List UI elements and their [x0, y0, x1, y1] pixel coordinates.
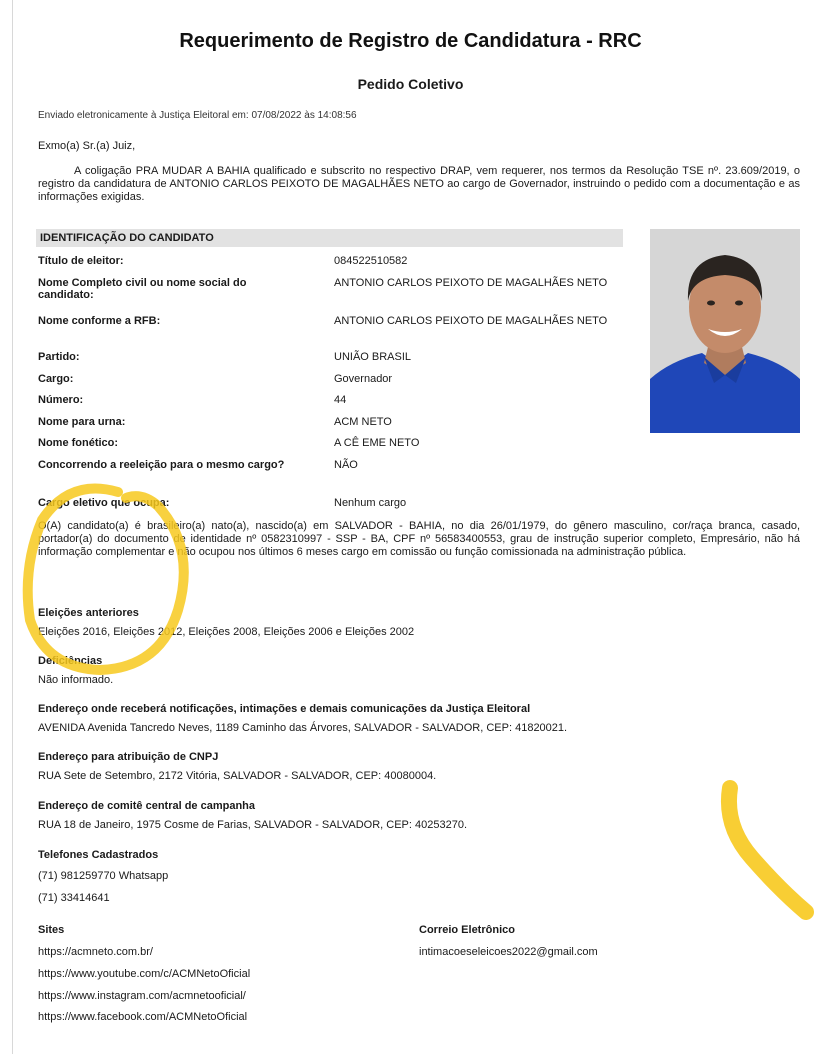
value: Nenhum cargo — [334, 497, 407, 509]
label: Cargo: — [38, 373, 74, 385]
endereco-notificacoes-value: AVENIDA Avenida Tancredo Neves, 1189 Caminho das Árvores, SALVADOR - SALVADOR, CEP: 41820021. — [38, 722, 568, 734]
value: ANTONIO CARLOS PEIXOTO DE MAGALHÃES NETO — [334, 315, 608, 327]
site-link[interactable]: https://www.instagram.com/acmnetooficial/ — [38, 990, 246, 1002]
value: UNIÃO BRASIL — [334, 351, 412, 363]
eleicoes-value: Eleições 2016, Eleições 2012, Eleições 2008, Eleições 2006 e Eleições 2002 — [38, 626, 415, 638]
eleicoes-heading: Eleições anteriores — [38, 607, 139, 619]
telefones-heading: Telefones Cadastrados — [38, 849, 159, 861]
label: Nome Completo civil ou nome social do candidato: — [38, 277, 247, 301]
label: Nome fonético: — [38, 437, 119, 449]
label: Cargo eletivo que ocupa: — [38, 497, 170, 509]
value: Governador — [334, 373, 393, 385]
candidate-statement: O(A) candidato(a) é brasileiro(a) nato(a), nascido(a) em SALVADOR - BAHIA, no dia 26/01/1979, do gênero masculino, cor/raça branca, casado, portador(a) do documento de identidade nº 0582310997 - SSP - BA, CPF nº 56583400553, grau de instrução superior completo, Empresário, não há informação complementar e não ocupou nos últimos 6 meses cargo em comissão ou função comissionada na administração pública. — [38, 520, 800, 558]
identification-heading: IDENTIFICAÇÃO DO CANDIDATO — [36, 229, 623, 247]
value: 44 — [334, 394, 347, 406]
page-edge — [12, 0, 13, 1054]
document-title: Requerimento de Registro de Candidatura - RRC — [179, 30, 642, 52]
greeting: Exmo(a) Sr.(a) Juiz, — [38, 140, 136, 152]
endereco-cnpj-value: RUA Sete de Setembro, 2172 Vitória, SALVADOR - SALVADOR, CEP: 40080004. — [38, 770, 437, 782]
label: Número: — [38, 394, 84, 406]
endereco-comite-heading: Endereço de comitê central de campanha — [38, 800, 256, 812]
candidate-photo — [650, 229, 800, 433]
site-link[interactable]: https://acmneto.com.br/ — [38, 946, 153, 958]
intro-paragraph: A coligação PRA MUDAR A BAHIA qualificado e subscrito no respectivo DRAP, vem requerer, nos termos da Resolução TSE nº. 23.609/2019, o registro da candidatura de ANTONIO CARLOS PEIXOTO DE MAGALHÃES NETO ao cargo de Governador, instruindo o pedido com a documentação e as informações exigidas. — [38, 165, 800, 203]
telefone-item: (71) 981259770 Whatsapp — [38, 870, 169, 882]
value: 084522510582 — [334, 255, 408, 267]
site-link[interactable]: https://www.youtube.com/c/ACMNetoOficial — [38, 968, 251, 980]
sites-heading: Sites — [38, 924, 65, 936]
value: NÃO — [334, 459, 358, 471]
label: Partido: — [38, 351, 80, 363]
endereco-cnpj-heading: Endereço para atribuição de CNPJ — [38, 751, 219, 763]
highlighter-stroke-icon — [729, 788, 806, 912]
label: Concorrendo a reeleição para o mesmo cargo? — [38, 459, 285, 471]
document-subtitle: Pedido Coletivo — [357, 76, 464, 92]
label: Nome conforme a RFB: — [38, 315, 161, 327]
deficiencias-value: Não informado. — [38, 674, 114, 686]
highlighter-circle-icon — [28, 489, 184, 671]
value: ANTONIO CARLOS PEIXOTO DE MAGALHÃES NETO — [334, 277, 608, 289]
value: ACM NETO — [334, 416, 392, 428]
endereco-notificacoes-heading: Endereço onde receberá notificações, intimações e demais comunicações da Justiça Eleitoral — [38, 703, 531, 715]
site-link[interactable]: https://www.facebook.com/ACMNetoOficial — [38, 1011, 248, 1023]
value: A CÊ EME NETO — [334, 437, 420, 449]
label: Título de eleitor: — [38, 255, 124, 267]
telefone-item: (71) 33414641 — [38, 892, 110, 904]
label: Nome para urna: — [38, 416, 126, 428]
deficiencias-heading: Deficiências — [38, 655, 103, 667]
sent-timestamp: Enviado eletronicamente à Justiça Eleitoral em: 07/08/2022 às 14:08:56 — [38, 110, 357, 121]
email-value[interactable]: intimacoeseleicoes2022@gmail.com — [419, 946, 598, 958]
email-heading: Correio Eletrônico — [419, 924, 515, 936]
candidate-photo-illustration — [650, 229, 800, 433]
endereco-comite-value: RUA 18 de Janeiro, 1975 Cosme de Farias, SALVADOR - SALVADOR, CEP: 40253270. — [38, 819, 468, 831]
